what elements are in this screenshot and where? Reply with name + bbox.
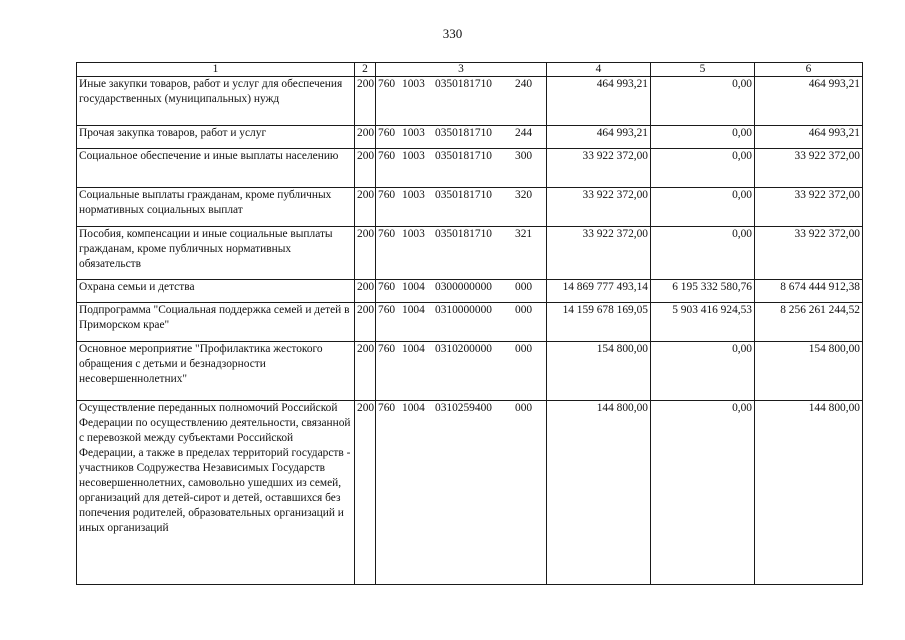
target-article-code: 0350181710: [435, 150, 492, 162]
row-name: Пособия, компенсации и иные социальные выплаты гражданам, кроме публичных нормативных обязательств: [77, 227, 355, 280]
section-code: 1004: [402, 343, 425, 355]
expense-type-code: 300: [515, 150, 533, 162]
row-amount-col5: 0,00: [651, 77, 755, 126]
row-amount-col6: 144 800,00: [755, 401, 863, 585]
row-ministry-code: 200: [355, 126, 376, 149]
section-code: 1003: [402, 78, 425, 90]
row-ministry-code: 200: [355, 280, 376, 303]
row-budget-code: [376, 280, 547, 303]
table-row: [77, 303, 863, 342]
row-name: Прочая закупка товаров, работ и услуг: [77, 126, 355, 149]
table-row: [77, 77, 863, 126]
section-code: 1004: [402, 281, 425, 293]
row-amount-col5: 0,00: [651, 149, 755, 188]
column-number-6: 6: [755, 63, 863, 77]
column-number-1: 1: [77, 63, 355, 77]
row-budget-code: [376, 149, 547, 188]
row-ministry-code: 200: [355, 188, 376, 227]
row-amount-col5: 0,00: [651, 342, 755, 401]
kvsr-code: 760: [378, 189, 396, 201]
row-name: Подпрограмма "Социальная поддержка семей и детей в Приморском крае": [77, 303, 355, 342]
row-amount-col6: 8 674 444 912,38: [755, 280, 863, 303]
row-name: Осуществление переданных полномочий Российской Федерации по осуществлению деятельности, связанной с перевозкой между субъектами Российской Федерации, а также в пределах территорий государств - участников Содружества Независимых Государств несовершеннолетних, самовольно ушедших из семей, организаций для детей-сирот и детей, оставшихся без попечения родителей, образовательных организаций и иных организаций: [77, 401, 355, 585]
expense-type-code: 321: [515, 228, 533, 240]
expense-type-code: 244: [515, 127, 533, 139]
row-amount-col5: 0,00: [651, 126, 755, 149]
row-amount-col6: 33 922 372,00: [755, 227, 863, 280]
row-budget-code: [376, 227, 547, 280]
row-budget-code: [376, 126, 547, 149]
target-article-code: 0310259400: [435, 402, 492, 414]
row-name: Охрана семьи и детства: [77, 280, 355, 303]
expense-type-code: 000: [515, 343, 533, 355]
table-row: [77, 227, 863, 280]
row-ministry-code: 200: [355, 303, 376, 342]
row-budget-code: [376, 342, 547, 401]
row-amount-col4: 33 922 372,00: [547, 149, 651, 188]
section-code: 1003: [402, 150, 425, 162]
table-row: [77, 280, 863, 303]
row-ministry-code: 200: [355, 77, 376, 126]
column-number-5: 5: [651, 63, 755, 77]
row-amount-col5: 0,00: [651, 401, 755, 585]
row-amount-col5: 0,00: [651, 227, 755, 280]
row-amount-col6: 464 993,21: [755, 77, 863, 126]
expense-type-code: 000: [515, 304, 533, 316]
row-amount-col6: 464 993,21: [755, 126, 863, 149]
row-amount-col4: 33 922 372,00: [547, 188, 651, 227]
row-amount-col6: 33 922 372,00: [755, 149, 863, 188]
kvsr-code: 760: [378, 304, 396, 316]
row-name: Основное мероприятие "Профилактика жестокого обращения с детьми и безнадзорности несовершеннолетних": [77, 342, 355, 401]
kvsr-code: 760: [378, 78, 396, 90]
column-number-2: 2: [355, 63, 376, 77]
row-ministry-code: 200: [355, 149, 376, 188]
target-article-code: 0300000000: [435, 281, 492, 293]
row-amount-col6: 33 922 372,00: [755, 188, 863, 227]
kvsr-code: 760: [378, 402, 396, 414]
kvsr-code: 760: [378, 150, 396, 162]
table-row: [77, 188, 863, 227]
row-amount-col4: 14 159 678 169,05: [547, 303, 651, 342]
target-article-code: 0310000000: [435, 304, 492, 316]
row-budget-code: [376, 188, 547, 227]
row-amount-col4: 33 922 372,00: [547, 227, 651, 280]
row-amount-col4: 144 800,00: [547, 401, 651, 585]
row-amount-col5: 5 903 416 924,53: [651, 303, 755, 342]
target-article-code: 0350181710: [435, 228, 492, 240]
row-name: Социальное обеспечение и иные выплаты населению: [77, 149, 355, 188]
section-code: 1004: [402, 402, 425, 414]
kvsr-code: 760: [378, 343, 396, 355]
row-amount-col4: 154 800,00: [547, 342, 651, 401]
row-amount-col6: 8 256 261 244,52: [755, 303, 863, 342]
target-article-code: 0310200000: [435, 343, 492, 355]
target-article-code: 0350181710: [435, 127, 492, 139]
kvsr-code: 760: [378, 228, 396, 240]
row-amount-col4: 14 869 777 493,14: [547, 280, 651, 303]
expense-type-code: 240: [515, 78, 533, 90]
page-number: 330: [442, 26, 463, 41]
target-article-code: 0350181710: [435, 189, 492, 201]
expense-type-code: 000: [515, 281, 533, 293]
row-name: Социальные выплаты гражданам, кроме публичных нормативных социальных выплат: [77, 188, 355, 227]
column-number-row: [77, 63, 863, 77]
row-amount-col4: 464 993,21: [547, 126, 651, 149]
row-amount-col5: 0,00: [651, 188, 755, 227]
row-budget-code: [376, 401, 547, 585]
expense-type-code: 320: [515, 189, 533, 201]
table-row: [77, 149, 863, 188]
row-name: Иные закупки товаров, работ и услуг для обеспечения государственных (муниципальных) нужд: [77, 77, 355, 126]
row-ministry-code: 200: [355, 401, 376, 585]
target-article-code: 0350181710: [435, 78, 492, 90]
row-amount-col6: 154 800,00: [755, 342, 863, 401]
budget-table: [76, 62, 863, 585]
expense-type-code: 000: [515, 402, 533, 414]
column-number-3: 3: [376, 63, 547, 77]
table-row: [77, 342, 863, 401]
table-row: [77, 126, 863, 149]
section-code: 1004: [402, 304, 425, 316]
section-code: 1003: [402, 127, 425, 139]
row-ministry-code: 200: [355, 227, 376, 280]
table-row: [77, 401, 863, 585]
column-number-4: 4: [547, 63, 651, 77]
kvsr-code: 760: [378, 281, 396, 293]
section-code: 1003: [402, 228, 425, 240]
section-code: 1003: [402, 189, 425, 201]
row-amount-col4: 464 993,21: [547, 77, 651, 126]
row-budget-code: [376, 303, 547, 342]
kvsr-code: 760: [378, 127, 396, 139]
row-budget-code: [376, 77, 547, 126]
row-amount-col5: 6 195 332 580,76: [651, 280, 755, 303]
row-ministry-code: 200: [355, 342, 376, 401]
